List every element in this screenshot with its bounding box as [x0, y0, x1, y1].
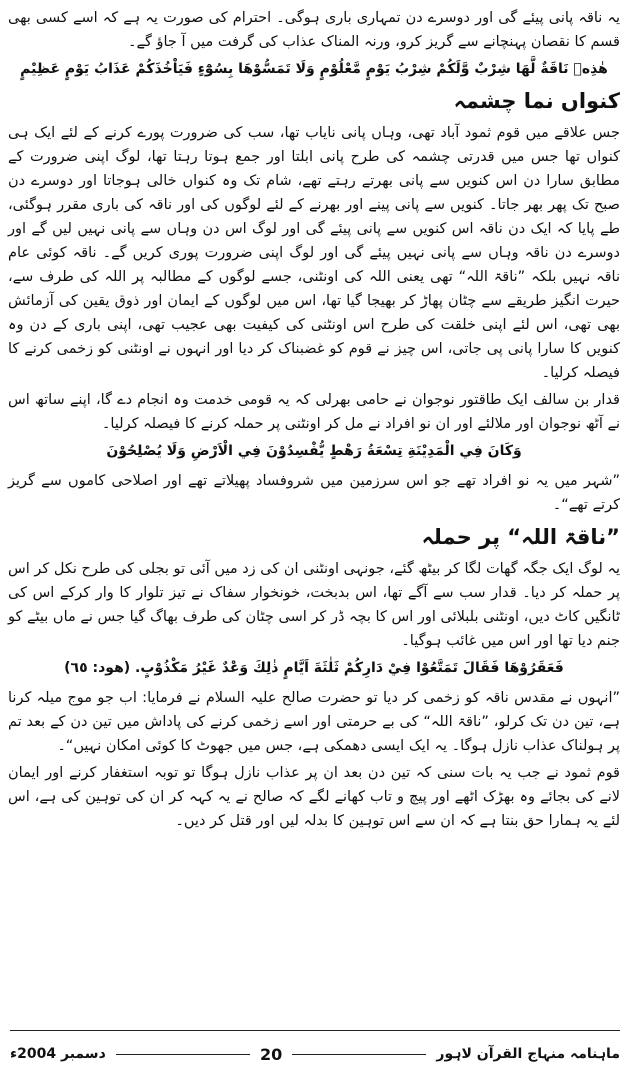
page-number: 20 [259, 1044, 283, 1064]
article-body [8, 6, 620, 1026]
footer-divider [10, 1030, 620, 1031]
section-heading-well: کنواں نما چشمہ [453, 89, 620, 113]
quran-verse-2: وَكَانَ فِي الْمَدِيْنَةِ تِسْعَةُ رَهْطٍ يُّفْسِدُوْنَ فِي الْاَرْضِ وَلَا يُصْلِحُوْنَ [106, 443, 522, 459]
paragraph-thamud-reaction: قوم ثمود نے جب یہ بات سنی کہ تین دن بعد ان پر عذاب نازل ہوگا تو توبہ استغفار کرنے اور ایمان لانے کی بجائے وہ بھڑک اٹھے اور پیچ و تاب کھانے لگے کہ صالح نے یہ کہہ کر ان کی توہین کی ہے، اس لئے یہ ہمارا حق بنتا ہے کہ ان سے اس توہین کا بدلہ لیں اور قتل کر دیں۔ [8, 765, 620, 829]
footer-rule-left [116, 1054, 250, 1055]
quran-verse-3: فَعَقَرُوْهَا فَقَالَ تَمَتَّعُوْا فِيْ دَارِكُمْ ثَلٰثَةَ اَيَّامٍ ذٰلِكَ وَعْدٌ غَيْرُ مَكْذُوْبٍ. (ھود: ٦٥) [64, 660, 564, 676]
paragraph-intro: یہ ناقہ پانی پیئے گی اور دوسرے دن تمہاری باری ہوگی۔ احترام کی صورت یہ ہے کہ اسے کسی بھی قسم کا نقصان پہنچانے سے گریز کرو، ورنہ المناک عذاب کی گرفت میں آ جاؤ گے۔ [8, 10, 620, 50]
paragraph-well: جس علاقے میں قوم ثمود آباد تھی، وہاں پانی نایاب تھا، سب کی ضرورت پورے کرنے کے لئے ایک ہی کنواں تھا جس میں قدرتی چشمہ کی طرح پانی ابلتا اور جمع ہوتا رہتا تھا، لوگ اپنی ضرورت کے مطابق سارا دن اس کنویں سے پانی بھرتے رہتے تھے، شام تک وہ کنواں خالی ہوجاتا اور دوسرے دن صبح تک پھر بھر جاتا۔ کنویں سے پانی پینے اور بھرنے کے لئے لوگوں کی اور ناقہ کی باری مقرر ہوگئی، طے پایا کہ ایک دن ناقہ اس کنویں سے پانی پیئے گی اور لوگ اس دن وہاں سے پانی نہیں لیں گے اور دوسرے دن ناقہ وہاں سے پانی نہیں پیئے گی اور لوگ اپنی ضرورت پوری کریں گے۔ ناقہ کوئی عام ناقہ نہیں بلکہ ”ناقۃ اللہ“ تھی یعنی اللہ کی اونٹنی، جسے لوگوں کے مطالبہ پر اللہ کی طرف سے، حیرت انگیز طریقے سے چٹان پھاڑ کر بھیجا گیا تھا، اس میں لوگوں کے ایمان اور ذوق یقین کی آزمائش بھی تھی، اس لئے اپنی خلقت کی طرح اس اونٹنی کی کیفیت بھی عجیب تھی، اپنی باری کے دن وہ کنویں کا سارا پانی پی جاتی، اس چیز نے قوم کو غضبناک کر دیا اور انہوں نے اونٹنی کو زخمی کرنے کا فیصلہ کرلیا۔ [8, 125, 620, 381]
issue-date: دسمبر 2004ء [9, 1046, 106, 1062]
magazine-name: ماہنامہ منہاج القرآن لاہور [436, 1046, 620, 1062]
page-footer [10, 1040, 620, 1068]
paragraph-verse-translation: ”شہر میں یہ نو افراد تھے جو اس سرزمین میں شروفساد پھیلاتے تھے اور اصلاحی کاموں سے گریز کرتے تھے“۔ [8, 473, 620, 513]
paragraph-qudar: قدار بن سالف ایک طاقتور نوجوان نے حامی بھرلی کہ یہ قومی خدمت وہ انجام دے گا، اپنے ساتھ اس نے آٹھ نوجوان اور ملالئے اور ان نو افراد نے مل کر اونٹنی پر حملہ کرنے کا فیصلہ کرلیا۔ [8, 392, 620, 432]
section-heading-attack: ”ناقۃ اللہ“ پر حملہ [421, 525, 620, 549]
paragraph-warning: ”انہوں نے مقدس ناقہ کو زخمی کر دیا تو حضرت صالح علیہ السلام نے فرمایا: اب جو موج میلہ کرنا ہے، تین دن تک کرلو، ”ناقۃ اللہ“ کی بے حرمتی اور اسے زخمی کرنے کی پاداش میں تین دن کے بعد تم پر ہولناک عذاب نازل ہوگا۔ یہ ایک ایسی دھمکی ہے، جس میں جھوٹ کا کوئی امکان نہیں“۔ [8, 690, 620, 754]
quran-verse-1: هٰذِهٖ نَاقَةٌ لَّهَا شِرْبٌ وَّلَكُمْ شِرْبُ يَوْمٍ مَّعْلُوْمٍ وَلَا تَمَسُّوْهَا بِسُوْٓءٍ فَيَاْخُذَكُمْ عَذَابُ يَوْمٍ عَظِيْمٍ [20, 61, 608, 77]
paragraph-attack: یہ لوگ ایک جگہ گھات لگا کر بیٹھ گئے، جونہی اونٹنی ان کی زد میں آئی تو بجلی کی طرح نکل کر اس پر حملہ کر دیا۔ قدار سب سے آگے تھا، اس بدبخت، خونخوار سفاک نے تیز تلوار کا وار کرکے اس کی ٹانگیں کاٹ دیں، اونٹنی بلبلائی اور اس کا بچہ ڈر کر اسی چٹان کی طرف بھاگ گیا جس نے ماں بیٹے کو جنم دیا تھا اور اس میں غائب ہوگیا۔ [8, 561, 620, 649]
footer-rule-right [292, 1054, 426, 1055]
